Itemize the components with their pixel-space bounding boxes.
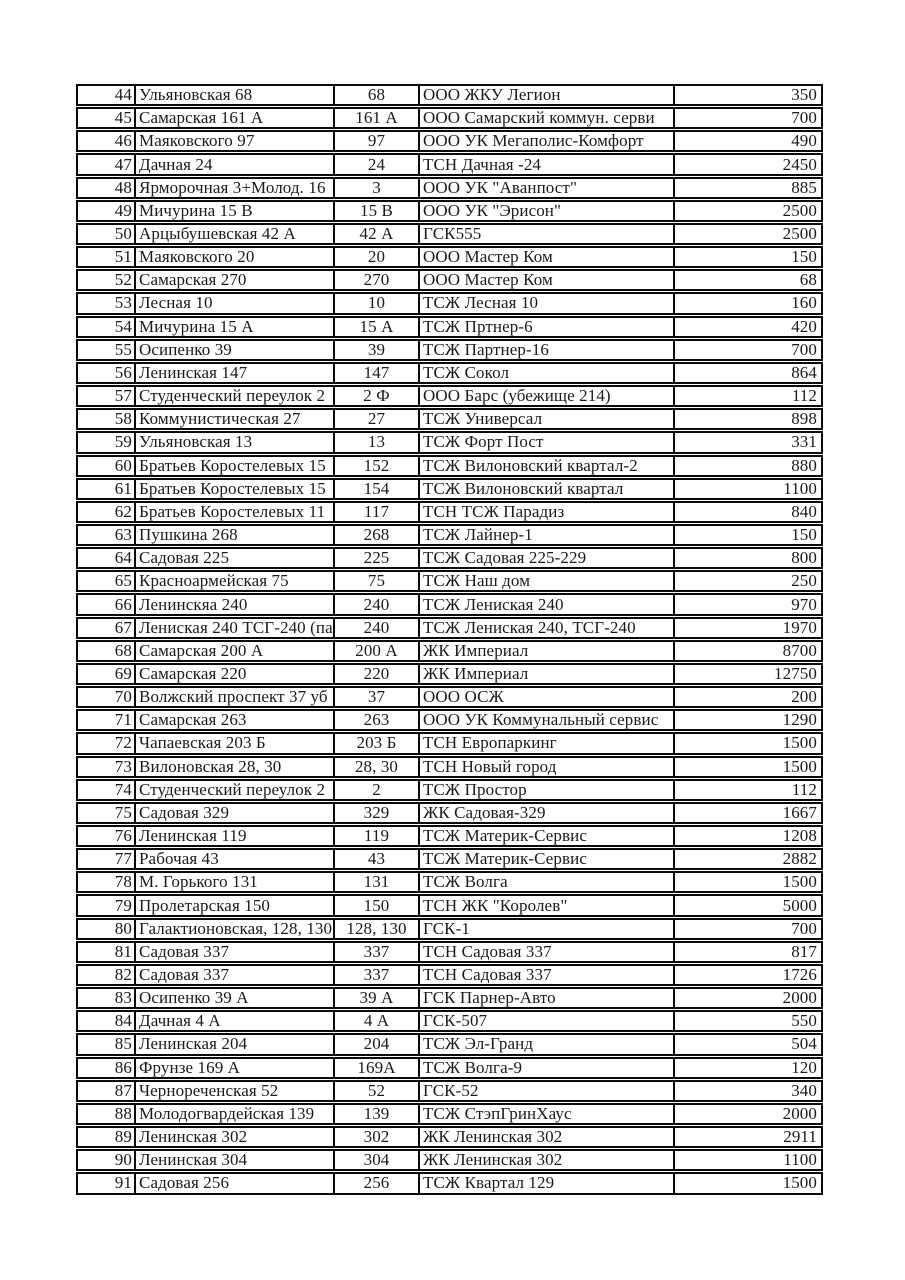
cell-organization: ООО Самарский коммун. серви — [420, 109, 675, 127]
table-row — [76, 593, 823, 615]
cell-value: 1667 — [782, 803, 817, 822]
table-row — [76, 153, 823, 175]
cell-house-number: 139 — [335, 1105, 420, 1123]
cell-house-number: 97 — [335, 132, 420, 150]
cell-value: 120 — [791, 1058, 817, 1077]
cell-address: Садовая 329 — [136, 804, 335, 822]
cell-organization: ГСК-52 — [420, 1082, 675, 1100]
cell-row-number: 78 — [78, 873, 136, 891]
cell-value: 864 — [791, 363, 817, 382]
cell-house-number: 150 — [335, 896, 420, 914]
cell-row-number: 63 — [78, 526, 136, 544]
cell-row-number: 82 — [78, 966, 136, 984]
cell-address: Ленинская 304 — [136, 1151, 335, 1169]
cell-value: 250 — [791, 572, 817, 591]
cell-organization: ТСЖ Материк-Сервис — [420, 827, 675, 845]
cell-row-number: 88 — [78, 1105, 136, 1123]
cell-value: 68 — [799, 271, 817, 290]
cell-house-number: 42 А — [335, 225, 420, 243]
cell-value: 880 — [791, 456, 817, 475]
cell-value: 898 — [791, 410, 817, 429]
cell-house-number: 117 — [335, 503, 420, 521]
cell-organization: ТСЖ СтэпГринХаус — [420, 1105, 675, 1123]
cell-organization: ТСЖ Лениская 240 — [420, 595, 675, 613]
cell-house-number: 15 А — [335, 318, 420, 336]
cell-row-number: 80 — [78, 920, 136, 938]
table-row — [76, 431, 823, 453]
cell-row-number: 57 — [78, 387, 136, 405]
cell-value: 420 — [791, 317, 817, 336]
cell-value: 2000 — [782, 989, 817, 1008]
cell-address: Мичурина 15 В — [136, 202, 335, 220]
table-row — [76, 871, 823, 893]
cell-row-number: 84 — [78, 1012, 136, 1030]
cell-house-number: 263 — [335, 711, 420, 729]
cell-house-number: 37 — [335, 688, 420, 706]
table-row — [76, 130, 823, 152]
cell-organization: ГСК-1 — [420, 920, 675, 938]
cell-address: Осипенко 39 — [136, 341, 335, 359]
cell-row-number: 61 — [78, 480, 136, 498]
cell-value: 970 — [791, 595, 817, 614]
cell-address: М. Горького 131 — [136, 873, 335, 891]
table-row — [76, 987, 823, 1009]
table-row — [76, 686, 823, 708]
cell-address: Студенческий переулок 2 — [136, 387, 335, 405]
cell-row-number: 68 — [78, 642, 136, 660]
cell-value: 160 — [791, 294, 817, 313]
cell-house-number: 240 — [335, 595, 420, 613]
table-row — [76, 408, 823, 430]
cell-address: Маяковского 20 — [136, 248, 335, 266]
table-row — [76, 455, 823, 477]
cell-row-number: 56 — [78, 364, 136, 382]
cell-organization: ТСЖ Простор — [420, 781, 675, 799]
cell-address: Вилоновская 28, 30 — [136, 758, 335, 776]
cell-house-number: 2 — [335, 781, 420, 799]
cell-address: Ленинская 119 — [136, 827, 335, 845]
cell-organization: ТСЖ Волга-9 — [420, 1059, 675, 1077]
cell-value: 200 — [791, 688, 817, 707]
cell-value: 1970 — [782, 618, 817, 637]
cell-address: Лениская 240 ТСГ-240 (па — [136, 619, 335, 637]
cell-address: Братьев Коростелевых 11 — [136, 503, 335, 521]
cell-organization: ЖК Империал — [420, 642, 675, 660]
cell-address: Самарская 200 А — [136, 642, 335, 660]
table-row — [76, 1172, 823, 1194]
cell-house-number: 147 — [335, 364, 420, 382]
cell-address: Садовая 337 — [136, 966, 335, 984]
cell-value: 1726 — [782, 965, 817, 985]
cell-address: Осипенко 39 А — [136, 989, 335, 1007]
cell-organization: ТСЖ Вилоновский квартал-2 — [420, 457, 675, 475]
cell-row-number: 90 — [78, 1151, 136, 1169]
cell-organization: ТСЖ Наш дом — [420, 572, 675, 590]
table-row — [76, 547, 823, 569]
registry-table — [76, 84, 823, 1196]
cell-value: 112 — [791, 780, 817, 799]
cell-row-number: 54 — [78, 318, 136, 336]
table-row — [76, 269, 823, 291]
table-row — [76, 570, 823, 592]
cell-address: Чапаевская 203 Б — [136, 734, 335, 752]
cell-row-number: 83 — [78, 989, 136, 1007]
cell-organization: ТСЖ Квартал 129 — [420, 1174, 675, 1192]
table-row — [76, 640, 823, 662]
cell-organization: ООО Мастер Ком — [420, 271, 675, 289]
cell-value: 112 — [791, 387, 817, 406]
table-row — [76, 200, 823, 222]
cell-row-number: 49 — [78, 202, 136, 220]
cell-address: Студенческий переулок 2 — [136, 781, 335, 799]
table-row — [76, 1033, 823, 1055]
table-row — [76, 362, 823, 384]
cell-house-number: 75 — [335, 572, 420, 590]
cell-organization: ТСЖ Партнер-16 — [420, 341, 675, 359]
cell-row-number: 76 — [78, 827, 136, 845]
cell-house-number: 28, 30 — [335, 758, 420, 776]
cell-value: 817 — [791, 942, 817, 961]
table-row — [76, 316, 823, 338]
table-row — [76, 84, 823, 106]
cell-row-number: 58 — [78, 410, 136, 428]
cell-house-number: 24 — [335, 155, 420, 173]
table-row — [76, 339, 823, 361]
cell-row-number: 87 — [78, 1082, 136, 1100]
cell-row-number: 47 — [78, 155, 136, 173]
cell-organization: ООО ОСЖ — [420, 688, 675, 706]
cell-address: Чернореченская 52 — [136, 1082, 335, 1100]
cell-value: 1290 — [782, 711, 817, 730]
cell-value: 1500 — [782, 757, 817, 776]
table-row — [76, 941, 823, 963]
cell-address: Галактионовская, 128, 130 — [136, 920, 335, 938]
table-row — [76, 894, 823, 916]
cell-organization: ЖК Садовая-329 — [420, 804, 675, 822]
table-row — [76, 1103, 823, 1125]
cell-organization: ТСЖ Волга — [420, 873, 675, 891]
cell-value: 150 — [791, 248, 817, 267]
cell-row-number: 60 — [78, 457, 136, 475]
cell-organization: ГСК-507 — [420, 1012, 675, 1030]
cell-address: Красноармейская 75 — [136, 572, 335, 590]
cell-value: 504 — [791, 1035, 817, 1054]
cell-row-number: 55 — [78, 341, 136, 359]
cell-value: 2911 — [783, 1128, 817, 1147]
cell-organization: ГСК555 — [420, 225, 675, 243]
cell-organization: ТСЖ Вилоновский квартал — [420, 480, 675, 498]
cell-address: Ленинская 147 — [136, 364, 335, 382]
cell-value: 700 — [791, 109, 817, 128]
cell-organization: ООО УК Мегаполис-Комфорт — [420, 132, 675, 150]
cell-value: 1100 — [783, 479, 817, 498]
cell-address: Ленинскяа 240 — [136, 595, 335, 613]
cell-value: 1208 — [782, 827, 817, 846]
cell-row-number: 48 — [78, 179, 136, 197]
table-row — [76, 292, 823, 314]
cell-house-number: 13 — [335, 433, 420, 451]
cell-address: Арцыбушевская 42 А — [136, 225, 335, 243]
cell-row-number: 45 — [78, 109, 136, 127]
cell-row-number: 69 — [78, 665, 136, 683]
cell-house-number: 268 — [335, 526, 420, 544]
cell-address: Братьев Коростелевых 15 — [136, 457, 335, 475]
cell-address: Самарская 270 — [136, 271, 335, 289]
cell-house-number: 52 — [335, 1082, 420, 1100]
cell-house-number: 39 А — [335, 989, 420, 1007]
cell-address: Дачная 24 — [136, 155, 335, 173]
cell-house-number: 169А — [335, 1059, 420, 1077]
cell-row-number: 67 — [78, 619, 136, 637]
cell-house-number: 256 — [335, 1174, 420, 1192]
cell-organization: ТСЖ Лайнер-1 — [420, 526, 675, 544]
table-row — [76, 223, 823, 245]
cell-organization: ООО ЖКУ Легион — [420, 86, 675, 104]
cell-value: 885 — [791, 178, 817, 197]
cell-value: 5000 — [782, 896, 817, 915]
cell-organization: ТСН Дачная -24 — [420, 155, 675, 173]
table-row — [76, 779, 823, 801]
cell-house-number: 337 — [335, 966, 420, 984]
cell-organization: ТСН Новый город — [420, 758, 675, 776]
cell-house-number: 225 — [335, 549, 420, 567]
cell-row-number: 62 — [78, 503, 136, 521]
cell-house-number: 204 — [335, 1035, 420, 1053]
table-row — [76, 663, 823, 685]
cell-address: Молодогвардейская 139 — [136, 1105, 335, 1123]
cell-house-number: 200 А — [335, 642, 420, 660]
cell-row-number: 66 — [78, 595, 136, 613]
cell-row-number: 79 — [78, 896, 136, 914]
cell-value: 1500 — [782, 1174, 817, 1193]
cell-value: 2000 — [782, 1104, 817, 1123]
cell-address: Ярморочная 3+Молод. 16 — [136, 179, 335, 197]
cell-row-number: 53 — [78, 294, 136, 312]
cell-address: Ленинская 204 — [136, 1035, 335, 1053]
cell-row-number: 64 — [78, 549, 136, 567]
cell-house-number: 119 — [335, 827, 420, 845]
cell-address: Братьев Коростелевых 15 — [136, 480, 335, 498]
table-row — [76, 918, 823, 940]
cell-organization: ТСЖ Пртнер-6 — [420, 318, 675, 336]
cell-row-number: 74 — [78, 781, 136, 799]
cell-organization: ТСЖ Садовая 225-229 — [420, 549, 675, 567]
cell-house-number: 2 Ф — [335, 387, 420, 405]
cell-organization: ЖК Ленинская 302 — [420, 1128, 675, 1146]
cell-organization: ТСЖ Лесная 10 — [420, 294, 675, 312]
cell-address: Маяковского 97 — [136, 132, 335, 150]
cell-organization: ТСН Садовая 337 — [420, 966, 675, 984]
cell-organization: ТСЖ Материк-Сервис — [420, 850, 675, 868]
cell-house-number: 15 В — [335, 202, 420, 220]
cell-house-number: 68 — [335, 86, 420, 104]
cell-address: Фрунзе 169 А — [136, 1059, 335, 1077]
table-row — [76, 825, 823, 847]
cell-value: 150 — [791, 525, 817, 545]
cell-value: 340 — [791, 1081, 817, 1100]
table-row — [76, 964, 823, 986]
cell-address: Пушкина 268 — [136, 526, 335, 544]
table-row — [76, 756, 823, 778]
table-row — [76, 1010, 823, 1032]
cell-organization: ТСЖ Лениская 240, ТСГ-240 — [420, 619, 675, 637]
cell-value: 8700 — [782, 641, 817, 660]
table-row — [76, 385, 823, 407]
cell-value: 1500 — [782, 734, 817, 753]
cell-house-number: 302 — [335, 1128, 420, 1146]
cell-address: Лесная 10 — [136, 294, 335, 312]
cell-value: 331 — [791, 433, 817, 452]
cell-row-number: 85 — [78, 1035, 136, 1053]
cell-row-number: 51 — [78, 248, 136, 266]
cell-value: 2500 — [782, 224, 817, 244]
table-row — [76, 107, 823, 129]
cell-address: Самарская 263 — [136, 711, 335, 729]
table-row — [76, 732, 823, 754]
cell-house-number: 337 — [335, 943, 420, 961]
cell-address: Самарская 161 А — [136, 109, 335, 127]
cell-value: 840 — [791, 502, 817, 521]
cell-organization: ЖК Ленинская 302 — [420, 1151, 675, 1169]
cell-address: Ленинская 302 — [136, 1128, 335, 1146]
table-row — [76, 501, 823, 523]
cell-organization: ТСН Европаркинг — [420, 734, 675, 752]
cell-organization: ООО Мастер Ком — [420, 248, 675, 266]
cell-organization: ТСЖ Форт Пост — [420, 433, 675, 451]
table-row — [76, 1057, 823, 1079]
cell-row-number: 50 — [78, 225, 136, 243]
cell-house-number: 10 — [335, 294, 420, 312]
cell-value: 2500 — [782, 201, 817, 220]
cell-address: Садовая 337 — [136, 943, 335, 961]
cell-house-number: 240 — [335, 619, 420, 637]
cell-house-number: 154 — [335, 480, 420, 498]
cell-value: 1500 — [782, 873, 817, 892]
table-row — [76, 1080, 823, 1102]
cell-organization: ТСЖ Сокол — [420, 364, 675, 382]
cell-row-number: 75 — [78, 804, 136, 822]
cell-address: Коммунистическая 27 — [136, 410, 335, 428]
cell-row-number: 46 — [78, 132, 136, 150]
cell-house-number: 161 А — [335, 109, 420, 127]
cell-address: Садовая 256 — [136, 1174, 335, 1192]
cell-address: Дачная 4 А — [136, 1012, 335, 1030]
cell-value: 1100 — [783, 1151, 817, 1170]
table-row — [76, 848, 823, 870]
cell-house-number: 39 — [335, 341, 420, 359]
cell-row-number: 44 — [78, 86, 136, 104]
cell-organization: ГСК Парнер-Авто — [420, 989, 675, 1007]
cell-organization: ТСН ТСЖ Парадиз — [420, 503, 675, 521]
cell-value: 800 — [791, 549, 817, 568]
cell-address: Пролетарская 150 — [136, 896, 335, 914]
cell-organization: ООО УК "Аванпост" — [420, 179, 675, 197]
cell-organization: ТСН Садовая 337 — [420, 943, 675, 961]
cell-row-number: 81 — [78, 943, 136, 961]
table-row — [76, 524, 823, 546]
cell-organization: ООО УК Коммунальный сервис — [420, 711, 675, 729]
cell-house-number: 128, 130 — [335, 920, 420, 938]
cell-row-number: 59 — [78, 433, 136, 451]
cell-row-number: 52 — [78, 271, 136, 289]
cell-value: 490 — [791, 132, 817, 151]
cell-organization: ЖК Империал — [420, 665, 675, 683]
table-row — [76, 1149, 823, 1171]
cell-row-number: 70 — [78, 688, 136, 706]
cell-house-number: 304 — [335, 1151, 420, 1169]
cell-address: Рабочая 43 — [136, 850, 335, 868]
cell-row-number: 73 — [78, 758, 136, 776]
table-row — [76, 802, 823, 824]
cell-row-number: 77 — [78, 850, 136, 868]
cell-address: Ульяновская 13 — [136, 433, 335, 451]
cell-value: 12750 — [774, 664, 817, 683]
cell-house-number: 27 — [335, 410, 420, 428]
cell-value: 2450 — [782, 155, 817, 174]
cell-address: Волжский проспект 37 уб — [136, 688, 335, 706]
cell-address: Садовая 225 — [136, 549, 335, 567]
cell-organization: ТСН ЖК "Королев" — [420, 896, 675, 914]
cell-row-number: 91 — [78, 1174, 136, 1192]
cell-row-number: 89 — [78, 1128, 136, 1146]
table-row — [76, 1126, 823, 1148]
cell-row-number: 71 — [78, 711, 136, 729]
cell-organization: ООО Барс (убежище 214) — [420, 387, 675, 405]
cell-house-number: 3 — [335, 179, 420, 197]
cell-row-number: 86 — [78, 1059, 136, 1077]
cell-value: 550 — [791, 1012, 817, 1031]
table-row — [76, 177, 823, 199]
cell-house-number: 152 — [335, 457, 420, 475]
cell-house-number: 20 — [335, 248, 420, 266]
cell-organization: ООО УК "Эрисон" — [420, 202, 675, 220]
cell-house-number: 4 А — [335, 1012, 420, 1030]
table-row — [76, 478, 823, 500]
cell-house-number: 329 — [335, 804, 420, 822]
cell-address: Самарская 220 — [136, 665, 335, 683]
cell-house-number: 43 — [335, 850, 420, 868]
table-row — [76, 617, 823, 639]
cell-value: 350 — [791, 86, 817, 105]
table-row — [76, 246, 823, 268]
cell-row-number: 65 — [78, 572, 136, 590]
cell-organization: ТСЖ Эл-Гранд — [420, 1035, 675, 1053]
cell-value: 700 — [791, 919, 817, 938]
cell-house-number: 131 — [335, 873, 420, 891]
cell-address: Мичурина 15 А — [136, 318, 335, 336]
table-row — [76, 709, 823, 731]
cell-address: Ульяновская 68 — [136, 86, 335, 104]
cell-house-number: 270 — [335, 271, 420, 289]
cell-house-number: 220 — [335, 665, 420, 683]
cell-value: 700 — [791, 340, 817, 359]
cell-organization: ТСЖ Универсал — [420, 410, 675, 428]
cell-row-number: 72 — [78, 734, 136, 752]
cell-house-number: 203 Б — [335, 734, 420, 752]
cell-value: 2882 — [782, 850, 817, 869]
